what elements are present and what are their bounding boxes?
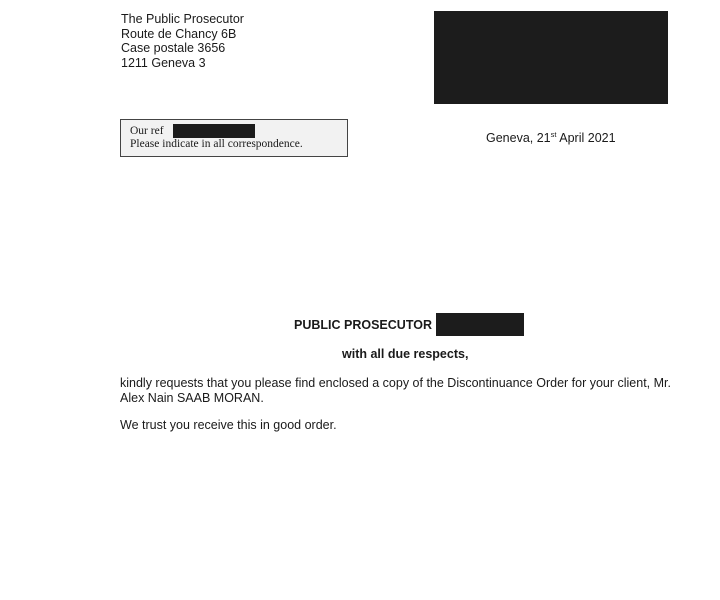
- reference-note: Please indicate in all correspondence.: [130, 138, 303, 150]
- redacted-recipient-block: [434, 11, 668, 104]
- prosecutor-heading: [294, 313, 524, 336]
- body-paragraph: kindly requests that you please find enclosed a copy of the Discontinuance Order for your client, Mr. Alex Nain SAAB MORAN.: [120, 376, 671, 405]
- redacted-reference-number: [173, 124, 255, 138]
- date-ordinal: st: [550, 130, 557, 139]
- redacted-prosecutor-name: [436, 313, 524, 336]
- reference-line: [130, 124, 347, 138]
- date-month-year: April 2021: [556, 131, 616, 145]
- sender-postbox: Case postale 3656: [121, 41, 226, 55]
- sender-street: Route de Chancy 6B: [121, 26, 237, 41]
- date-day: Geneva, 21: [486, 131, 551, 145]
- respects-line: with all due respects,: [342, 347, 469, 361]
- reference-box: [120, 119, 348, 157]
- sender-city: 1211 Geneva 3: [121, 55, 206, 70]
- prosecutor-title: PUBLIC PROSECUTOR: [294, 317, 432, 332]
- reference-label: Our ref: [130, 124, 164, 137]
- sender-name: The Public Prosecutor: [121, 12, 244, 26]
- closing-line: We trust you receive this in good order.: [120, 418, 337, 432]
- letter-date: [486, 131, 616, 145]
- sender-address: [121, 12, 244, 70]
